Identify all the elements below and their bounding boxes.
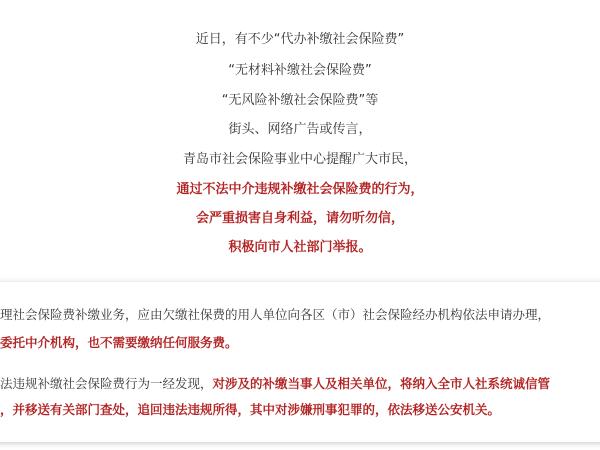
- paragraph-2-text: 法违规补缴社会保险费行为一经发现，: [0, 376, 213, 391]
- paragraph-1-highlight: 委托中介机构，也不需要缴纳任何服务费。: [0, 335, 238, 350]
- paragraph-2-highlight-cont: ，并移送有关部门查处，追回违法违规所得，其中对涉嫌刑事犯罪的，依法移送公安机关。: [0, 402, 501, 417]
- paragraph-1-line-1: [0, 306, 550, 324]
- intro-line-4: 街头、网络广告或传言，: [228, 122, 372, 137]
- intro-warning-line-2: 会严重损害自身利益，请勿听勿信，: [195, 211, 404, 226]
- intro-line-3: “无风险补缴社会保险费”等: [221, 93, 379, 108]
- paragraph-2-line-1: [0, 375, 550, 393]
- intro-line-5: 青岛市社会保险事业中心提醒广大市民，: [182, 152, 417, 167]
- paragraph-1-text: 理社会保险费补缴业务，应由欠缴社保费的用人单位向各区（市）社会保险经办机构依法申请办理，: [0, 307, 551, 322]
- intro-line-1: 近日，有不少“代办补缴社会保险费”: [195, 32, 405, 47]
- intro-warning-line-3: 积极向市人社部门举报。: [228, 240, 372, 255]
- intro-line-2: “无材料补缴社会保险费”: [228, 63, 372, 78]
- notice-card: [0, 282, 600, 442]
- paragraph-2-line-2: [0, 401, 500, 419]
- intro-warning-line-1: 通过不法中介违规补缴社会保险费的行为，: [176, 182, 424, 197]
- paragraph-1-line-2: [0, 334, 238, 352]
- paragraph-2-highlight: 对涉及的补缴当事人及相关单位，将纳入全市人社系统诚信管: [212, 376, 551, 391]
